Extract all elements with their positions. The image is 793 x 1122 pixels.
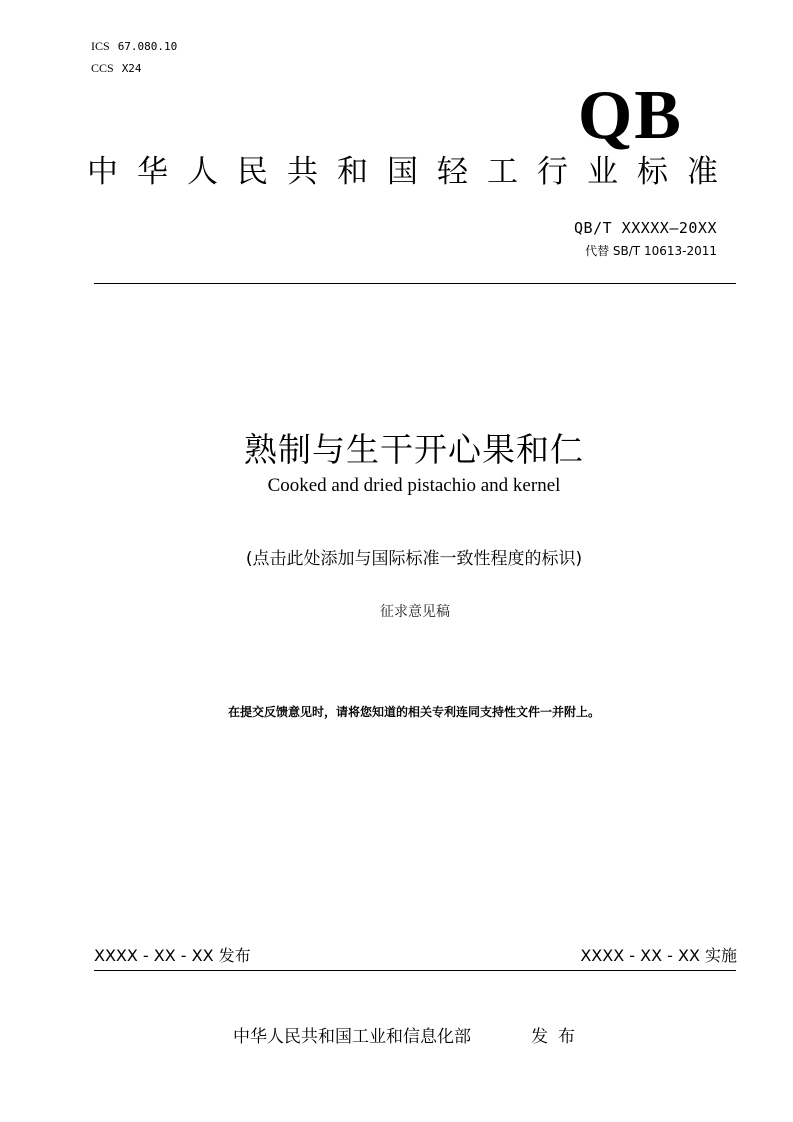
ics-value: 67.080.10: [117, 40, 178, 53]
footer-divider: [94, 970, 736, 971]
ics-code: [91, 38, 177, 55]
ccs-code: [91, 60, 142, 77]
consistency-note[interactable]: (点击此处添加与国际标准一致性程度的标识): [245, 549, 583, 569]
ccs-label: CCS: [91, 61, 114, 75]
implementation-date: XXXX - XX - XX 实施: [580, 946, 737, 965]
document-title-en: Cooked and dried pistachio and kernel: [267, 475, 561, 496]
ics-label: ICS: [91, 39, 110, 53]
publish-word: 发布: [531, 1027, 585, 1047]
standard-number: QB/T XXXXX—20XX: [574, 219, 717, 237]
qb-logo: QB: [577, 77, 683, 154]
patent-notice: 在提交反馈意见时，请将您知道的相关专利连同支持性文件一并附上。: [227, 705, 600, 719]
document-title-cn: 熟制与生干开心果和仁: [244, 430, 584, 469]
organization-title: 中华人民共和国轻工行业标准: [87, 154, 737, 190]
issue-date: XXXX - XX - XX 发布: [94, 946, 251, 965]
header-divider: [94, 283, 736, 284]
publisher: 中华人民共和国工业和信息化部: [233, 1027, 471, 1047]
replaces-standard: 代替 SB/T 10613-2011: [585, 244, 717, 258]
draft-status: 征求意见稿: [380, 605, 450, 620]
ccs-value: X24: [121, 62, 142, 75]
